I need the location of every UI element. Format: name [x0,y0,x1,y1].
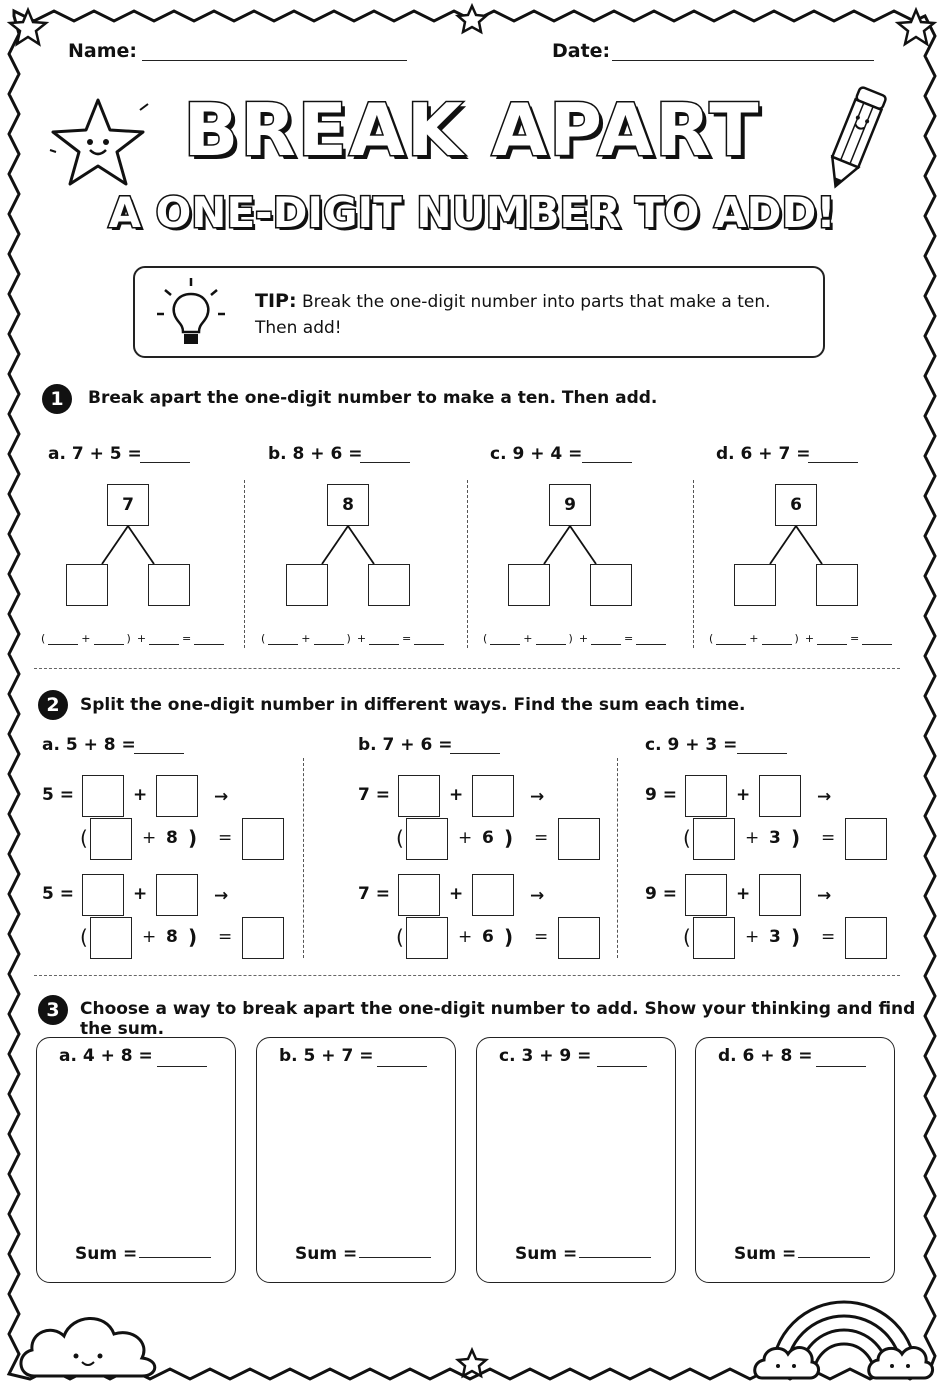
sum-label: Sum = [295,1244,358,1264]
work-box[interactable] [256,1037,456,1283]
part-box[interactable] [685,775,727,817]
part-box[interactable] [590,564,632,606]
section-1-instruction: Break apart the one-digit number to make a ten. Then add. [88,388,658,408]
tip-line-2: Then add! [255,318,342,338]
answer-blank[interactable] [360,462,410,463]
part-box[interactable] [90,917,132,959]
arrow-icon: → [530,787,545,807]
answer-blank[interactable] [536,634,566,645]
whole-box: 8 [327,484,369,526]
answer-blank[interactable] [48,634,78,645]
part-box[interactable] [156,874,198,916]
whole-box: 6 [775,484,817,526]
plus-sign: + [133,785,148,805]
answer-blank[interactable] [450,753,500,754]
bond-lines [68,526,188,566]
bond-lines [736,526,856,566]
star-icon [48,92,153,197]
problem-label: a. 4 + 8 = [59,1046,153,1066]
open-paren: ( [80,925,88,949]
sum-blank[interactable] [798,1257,870,1258]
problem-label: c. 9 + 3 = [645,735,738,755]
problem-label: b. 5 + 7 = [279,1046,374,1066]
equation-symbol: ( [709,632,714,645]
equation-symbol: ( [483,632,488,645]
rainbow-icon [752,1278,936,1382]
section-1-number: 1 [42,384,72,414]
plus-sign: + [745,927,760,947]
equation-symbol: + [301,632,311,645]
answer-blank[interactable] [597,1066,647,1067]
tip-label: TIP: [255,290,297,312]
part-box[interactable] [759,874,801,916]
part-box[interactable] [472,874,514,916]
plus-sign: + [745,828,760,848]
equals-sign: = [821,828,836,848]
answer-blank[interactable] [377,1066,427,1067]
equation-symbol: + [804,632,815,645]
answer-blank[interactable] [140,462,190,463]
answer-blank[interactable] [157,1066,207,1067]
part-box[interactable] [693,818,735,860]
plus-sign: + [736,884,751,904]
sum-label: Sum = [734,1244,797,1264]
sum-blank[interactable] [579,1257,651,1258]
arrow-icon: → [214,787,229,807]
date-label: Date: [552,40,611,62]
equation-symbol: = [850,632,860,645]
open-paren: ( [683,826,691,850]
whole-box: 7 [107,484,149,526]
answer-blank[interactable] [862,634,892,645]
open-paren: ( [396,925,404,949]
part-box[interactable] [82,775,124,817]
answer-blank[interactable] [490,634,520,645]
equation-symbol: ) [126,632,131,645]
section-3-number: 3 [38,995,68,1025]
part-box[interactable] [90,818,132,860]
section-3-instruction: Choose a way to break apart the one-digit number to add. Show your thinking and find the sum. [80,999,916,1039]
equation-symbol: + [81,632,91,645]
plus-sign: + [736,785,751,805]
equation-line [38,632,224,645]
answer-blank[interactable] [268,634,298,645]
work-box[interactable] [36,1037,236,1283]
answer-blank[interactable] [737,753,787,754]
problem-label: d. 6 + 7 = [716,444,811,464]
addend-value: 3 [769,927,781,947]
section-2-number: 2 [38,690,68,720]
problem-label: c. 3 + 9 = [499,1046,592,1066]
divider [617,758,618,958]
equals-sign: = [218,828,233,848]
plus-sign: + [133,884,148,904]
part-box[interactable] [398,874,440,916]
sum-box[interactable] [242,917,284,959]
plus-sign: + [458,927,473,947]
equation-symbol: = [402,632,412,645]
plus-sign: + [449,884,464,904]
arrow-icon: → [530,886,545,906]
part-box[interactable] [66,564,108,606]
addend-value: 3 [769,828,781,848]
answer-blank[interactable] [636,634,666,645]
problem-label: d. 6 + 8 = [718,1046,813,1066]
answer-blank[interactable] [94,634,124,645]
answer-blank[interactable] [134,753,184,754]
date-field[interactable] [612,60,874,61]
answer-blank[interactable] [762,634,792,645]
page-title: BREAK APART [183,88,761,172]
page-subtitle: A ONE-DIGIT NUMBER TO ADD! [108,188,836,237]
answer-blank[interactable] [369,634,399,645]
sum-box[interactable] [845,818,887,860]
arrow-icon: → [817,787,832,807]
equation-symbol: + [356,632,367,645]
split-label: 5 = [42,785,74,805]
bond-lines [510,526,630,566]
split-label: 5 = [42,884,74,904]
equation-symbol: + [523,632,533,645]
equation-symbol: ( [261,632,266,645]
answer-blank[interactable] [716,634,746,645]
part-box[interactable] [148,564,190,606]
equation-symbol: = [182,632,192,645]
close-paren: ) [791,826,801,850]
open-paren: ( [683,925,691,949]
problem-label: c. 9 + 4 = [490,444,583,464]
answer-blank[interactable] [414,634,444,645]
section-2-instruction: Split the one-digit number in different ways. Find the sum each time. [80,695,746,715]
part-box[interactable] [693,917,735,959]
bond-lines [288,526,408,566]
equals-sign: = [534,828,549,848]
close-paren: ) [188,925,198,949]
pencil-icon [815,78,895,198]
part-box[interactable] [734,564,776,606]
name-field[interactable] [142,60,407,61]
lightbulb-icon [155,276,227,352]
equation-symbol: = [624,632,634,645]
equation-symbol: + [749,632,759,645]
equation-symbol: ( [41,632,46,645]
plus-sign: + [142,828,157,848]
split-label: 7 = [358,884,390,904]
problem-label: b. 7 + 6 = [358,735,453,755]
equation-symbol: + [136,632,147,645]
arrow-icon: → [817,886,832,906]
split-label: 9 = [645,884,677,904]
equation-line [706,632,892,645]
arrow-icon: → [214,886,229,906]
equals-sign: = [218,927,233,947]
divider [244,480,245,648]
plus-sign: + [458,828,473,848]
equals-sign: = [821,927,836,947]
section-divider [34,668,900,669]
split-label: 9 = [645,785,677,805]
answer-blank[interactable] [149,634,179,645]
close-paren: ) [504,925,514,949]
open-paren: ( [80,826,88,850]
part-box[interactable] [156,775,198,817]
part-box[interactable] [508,564,550,606]
name-label: Name: [68,40,138,62]
answer-blank[interactable] [591,634,621,645]
addend-value: 6 [482,828,494,848]
addend-value: 8 [166,927,178,947]
part-box[interactable] [368,564,410,606]
part-box[interactable] [286,564,328,606]
sum-box[interactable] [845,917,887,959]
sum-blank[interactable] [359,1257,431,1258]
split-label: 7 = [358,785,390,805]
close-paren: ) [504,826,514,850]
plus-sign: + [142,927,157,947]
divider [303,758,304,958]
equation-symbol: ) [568,632,573,645]
problem-label: b. 8 + 6 = [268,444,363,464]
equation-symbol: + [578,632,589,645]
tip-box [133,266,825,358]
answer-blank[interactable] [194,634,224,645]
sum-blank[interactable] [139,1257,211,1258]
answer-blank[interactable] [816,1066,866,1067]
close-paren: ) [188,826,198,850]
answer-blank[interactable] [314,634,344,645]
problem-label: a. 7 + 5 = [48,444,142,464]
work-box[interactable] [476,1037,676,1283]
addend-value: 6 [482,927,494,947]
work-box[interactable] [695,1037,895,1283]
addend-value: 8 [166,828,178,848]
part-box[interactable] [759,775,801,817]
problem-label: a. 5 + 8 = [42,735,136,755]
answer-blank[interactable] [817,634,847,645]
sum-box[interactable] [558,917,600,959]
whole-box: 9 [549,484,591,526]
cloud-icon [14,1296,164,1382]
equation-symbol: ) [346,632,351,645]
part-box[interactable] [472,775,514,817]
equation-line [258,632,444,645]
sum-box[interactable] [558,818,600,860]
answer-blank[interactable] [808,462,858,463]
part-box[interactable] [406,917,448,959]
answer-blank[interactable] [582,462,632,463]
sum-label: Sum = [515,1244,578,1264]
tip-line-1: Break the one-digit number into parts that make a ten. [301,292,771,312]
part-box[interactable] [398,775,440,817]
part-box[interactable] [82,874,124,916]
divider [467,480,468,648]
sum-box[interactable] [242,818,284,860]
equation-line [480,632,666,645]
part-box[interactable] [406,818,448,860]
equation-symbol: ) [794,632,799,645]
part-box[interactable] [685,874,727,916]
equals-sign: = [534,927,549,947]
close-paren: ) [791,925,801,949]
part-box[interactable] [816,564,858,606]
sum-label: Sum = [75,1244,138,1264]
section-divider [34,975,900,976]
divider [693,480,694,648]
plus-sign: + [449,785,464,805]
open-paren: ( [396,826,404,850]
